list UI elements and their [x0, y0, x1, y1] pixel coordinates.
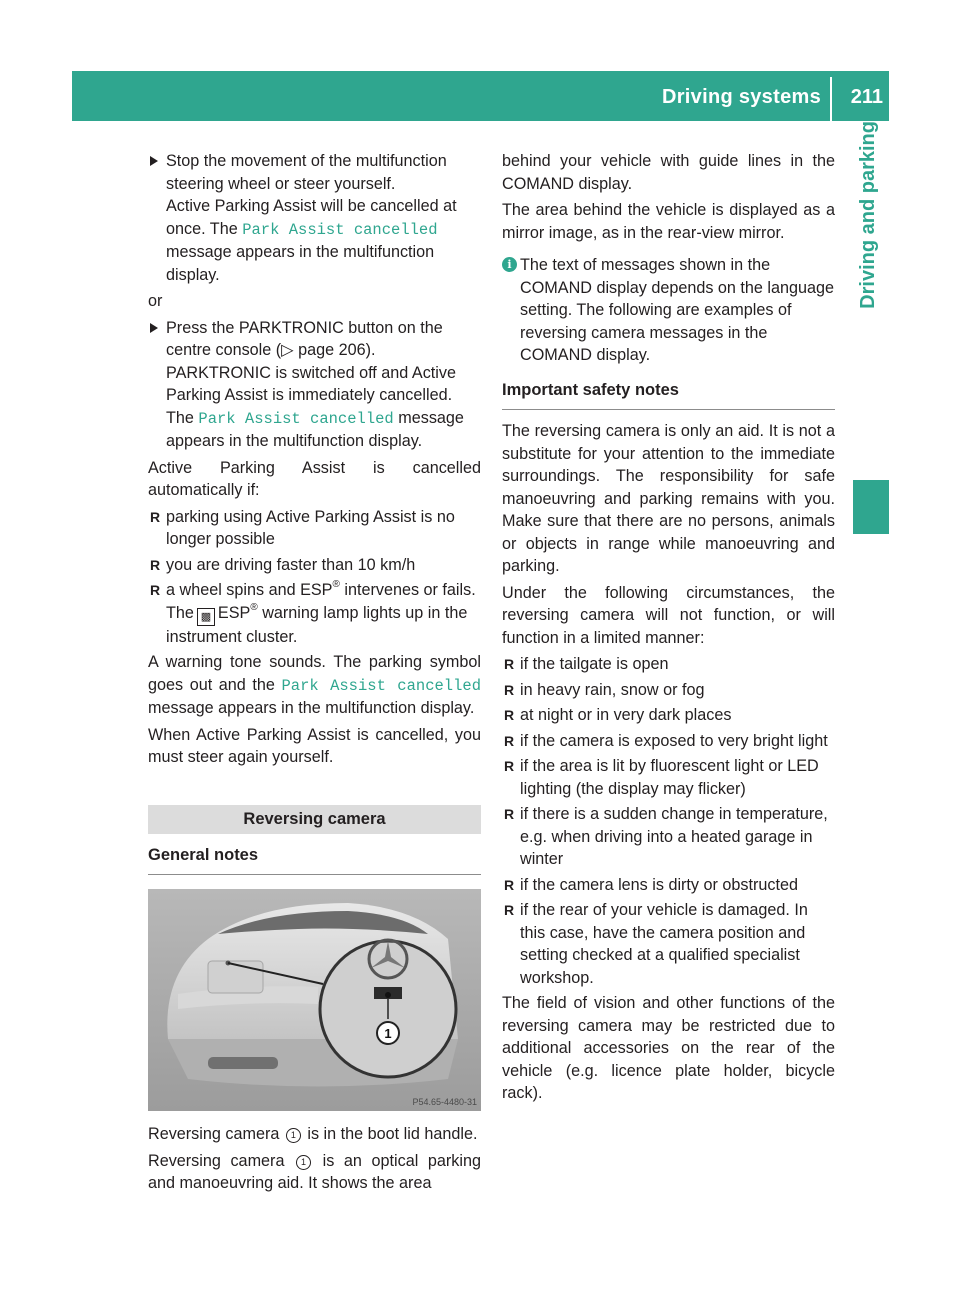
display-message: Park Assist cancelled	[198, 409, 394, 428]
figure-caption: Reversing camera 1 is in the boot lid handle.	[148, 1125, 478, 1143]
note-text: The text of messages shown in the COMAND display depends on the language setting. The following are examples of reversing camera messages in the COMAND display.	[520, 256, 835, 364]
body-text: Active Parking Assist is cancelled automatically if:	[148, 458, 481, 499]
display-message: Park Assist cancelled	[242, 220, 438, 239]
step-text: Stop the movement of the multifunction steering wheel or steer yourself. Active Parking Assist will be cancelled at once. The Park Assist cancelled message appears in the multifunction display.	[166, 152, 457, 284]
header-divider	[830, 77, 832, 121]
subsection-title: Important safety notes	[502, 379, 835, 411]
page-header	[72, 71, 889, 121]
instruction-step	[148, 317, 481, 453]
instruction-step	[148, 150, 481, 286]
car-rear-illustration	[148, 889, 481, 1111]
body-text: Reversing camera 1 is an optical parking and manoeuvring aid. It shows the area	[148, 1151, 481, 1192]
bullet-icon: R	[504, 656, 515, 672]
bullet-icon: R	[150, 556, 161, 573]
left-column	[148, 150, 481, 1199]
car-rear-figure	[148, 889, 481, 1111]
step-text: Press the PARKTRONIC button on the centre console (▷ page 206). PARKTRONIC is switched off and Active Parking Assist is immediately cancelled. The Park Assist cancelled message appears in the multifunction display.	[166, 318, 464, 450]
body-text: behind your vehicle with guide lines in the COMAND display.	[502, 152, 835, 193]
figure-callout: 1	[384, 1026, 392, 1041]
bullet-icon: R	[504, 707, 515, 723]
list-item: R if the camera is exposed to very bright light	[502, 730, 835, 753]
right-column	[502, 150, 835, 1109]
list-item: R in heavy rain, snow or fog	[502, 679, 835, 702]
body-text: The field of vision and other functions of the reversing camera may be restricted due to additional accessories on the rear of the vehicle (e.g. licence plate holder, bicycle rack).	[502, 994, 835, 1102]
bullet-icon: R	[504, 902, 515, 918]
list-item: R if the rear of your vehicle is damaged. In this case, have the camera position and setting checked at a qualified specialist workshop.	[504, 901, 808, 987]
bullet-icon: R	[150, 582, 161, 598]
callout-one-icon: 1	[286, 1128, 301, 1143]
display-message: Park Assist cancelled	[281, 676, 481, 695]
body-text: The area behind the vehicle is displayed as a mirror image, as in the rear-view mirror.	[502, 201, 835, 242]
list-item: R if the tailgate is open	[502, 653, 835, 676]
list-item: R parking using Active Parking Assist is no longer possible	[150, 507, 455, 548]
bullet-icon: R	[150, 508, 161, 525]
body-text: The reversing camera is only an aid. It is not a substitute for your attention to the immediate surroundings. The responsibility for safe manoeuvring and parking remains with you. Make sure that there are no persons, animals or objects in range while manoeuvring and parking.	[502, 422, 835, 575]
page-ref-icon: ▷	[281, 341, 294, 359]
list-item: R if there is a sudden change in temperature, e.g. when driving into a heated garage in winter	[504, 805, 828, 868]
callout-one-icon: 1	[296, 1155, 311, 1170]
bullet-icon: R	[504, 758, 515, 774]
bullet-icon: R	[504, 876, 515, 893]
list-item: R at night or in very dark places	[502, 704, 835, 727]
side-tab-marker	[853, 480, 889, 534]
list-item: R a wheel spins and ESP® intervenes or fails. The ▩ ESP® warning lamp lights up in the instrument cluster.	[150, 579, 476, 646]
bullet-icon: R	[504, 806, 515, 822]
bullet-icon: R	[504, 732, 515, 749]
page-number: 211	[850, 86, 883, 108]
list-item: R if the area is lit by fluorescent light or LED lighting (the display may flicker)	[504, 757, 819, 798]
figure-code: P54.65-4480-31	[412, 1097, 477, 1107]
body-text: A warning tone sounds. The parking symbol goes out and the Park Assist cancelled message appears in the multifunction display.	[148, 653, 481, 717]
chapter-title: Driving systems	[661, 86, 821, 108]
car-skid-icon: ▩	[197, 608, 215, 626]
side-tab	[847, 121, 889, 423]
subsection-title: General notes	[148, 844, 481, 876]
step-arrow-icon	[150, 156, 158, 166]
body-text: When Active Parking Assist is cancelled, you must steer again yourself.	[148, 725, 481, 766]
side-tab-label: Driving and parking	[857, 121, 879, 309]
step-arrow-icon	[150, 323, 158, 333]
list-item: R if the camera lens is dirty or obstructed	[502, 874, 835, 897]
info-note	[502, 254, 835, 367]
body-text: Under the following circumstances, the reversing camera will not function, or will function in a limited manner:	[502, 583, 835, 647]
list-item: R you are driving faster than 10 km/h	[148, 554, 481, 577]
or-text: or	[148, 292, 163, 310]
info-icon: i	[502, 257, 517, 272]
section-title: Reversing camera	[148, 805, 481, 834]
bullet-icon: R	[504, 681, 515, 698]
